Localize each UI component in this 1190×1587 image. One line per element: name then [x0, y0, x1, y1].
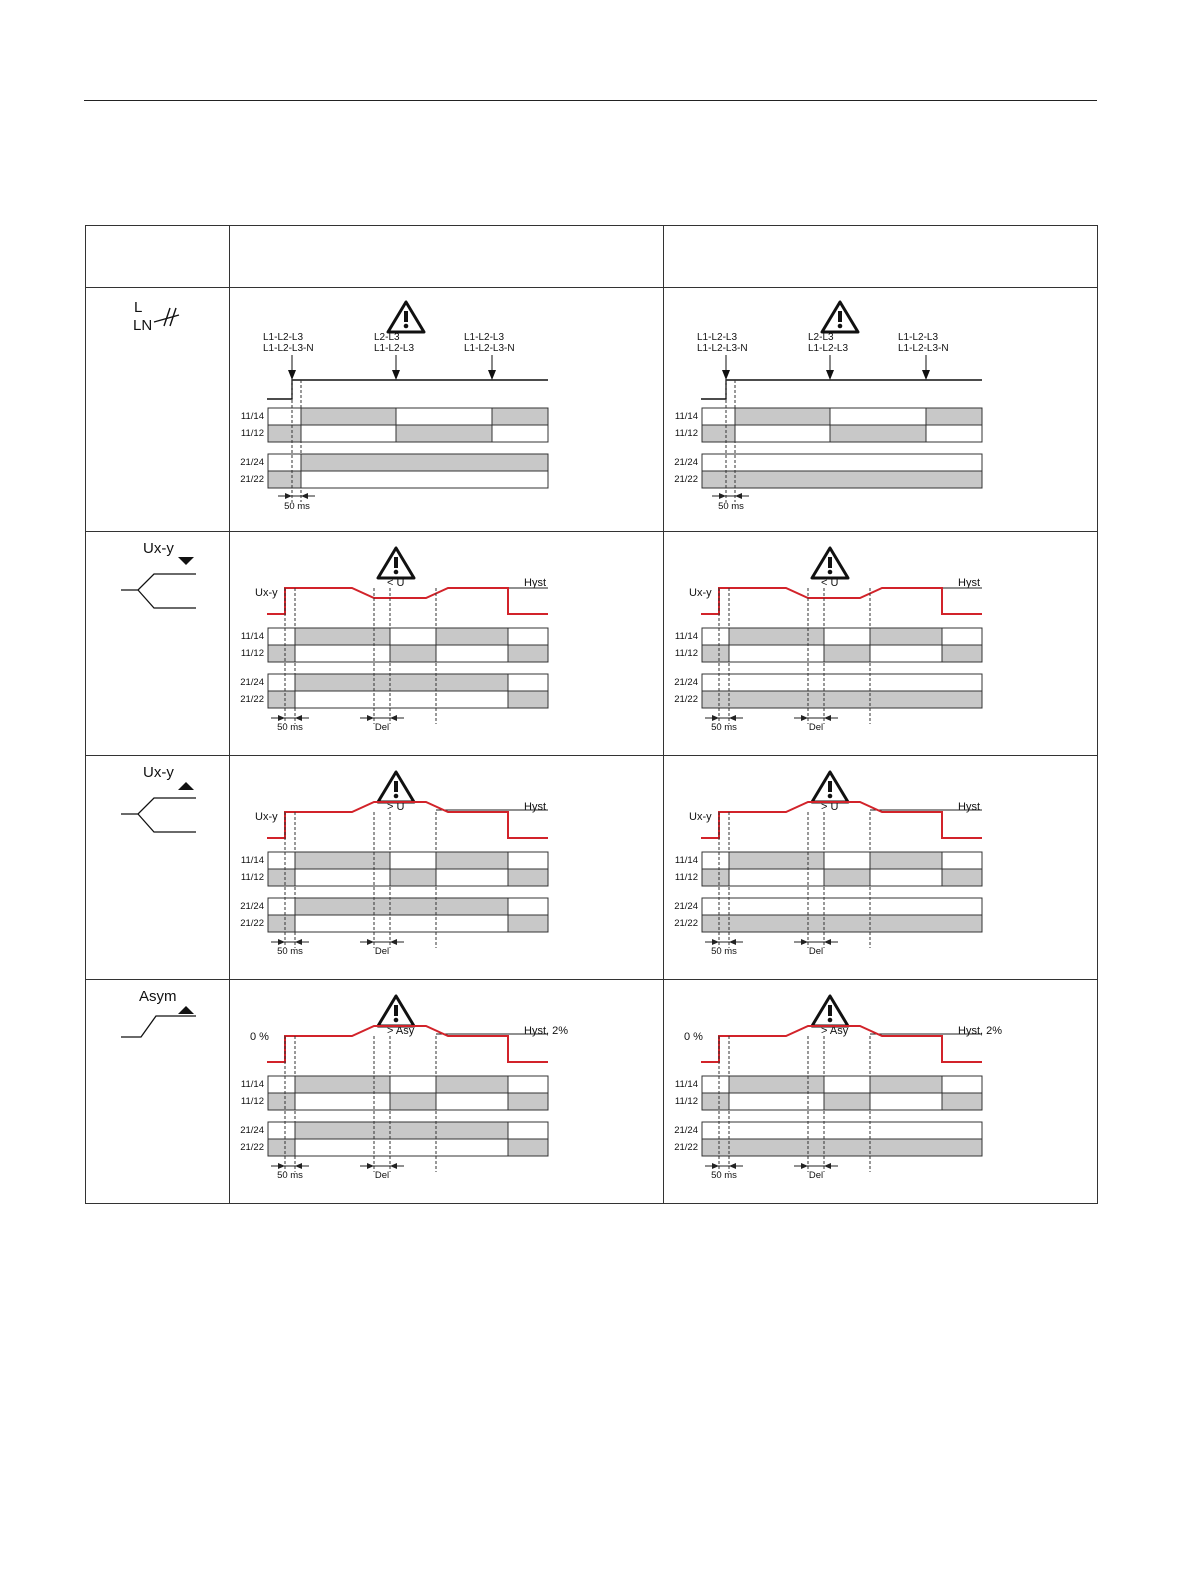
table-row — [86, 980, 1098, 1204]
fork-upper — [121, 798, 196, 814]
relay-21-22-on-segment — [702, 1139, 982, 1156]
timing-diagram — [230, 532, 664, 755]
icon-label: Asym — [139, 988, 177, 1005]
threshold-label: > U — [821, 801, 839, 813]
function-icon-cell — [86, 288, 230, 532]
relay-11-12-on-segment — [942, 1093, 982, 1110]
relay-11-12-on-segment — [268, 425, 301, 442]
relay-11-12-on-segment — [268, 645, 295, 662]
relay-11-12-on-segment — [824, 645, 870, 662]
signal-label: Ux-y — [689, 587, 712, 599]
voltage-signal — [701, 588, 982, 614]
relay-21-24-on-segment — [295, 1122, 508, 1139]
relay-11-12-on-segment — [942, 645, 982, 662]
supply-signal — [701, 380, 982, 399]
diagram-cell — [230, 532, 664, 756]
phase-label: L2-L3 — [808, 332, 834, 343]
relay-21-24 — [702, 898, 982, 915]
relay-21-22-on-segment — [702, 691, 982, 708]
header-cell-diagram-a — [230, 226, 664, 288]
relay-label: 11/14 — [674, 855, 698, 866]
signal-label: Ux-y — [255, 587, 278, 599]
phase-sequence-icon — [86, 288, 230, 531]
relay-11-12-on-segment — [508, 1093, 548, 1110]
phase-label: L1-L2-L3-N — [898, 343, 949, 354]
voltage-signal — [267, 588, 548, 614]
signal-label: Ux-y — [689, 811, 712, 823]
hyst-label: Hyst — [524, 577, 546, 589]
relay-label: 21/22 — [674, 918, 698, 929]
supply-signal — [267, 380, 548, 399]
icon-label: Ux-y — [143, 764, 174, 781]
table-row — [86, 288, 1098, 532]
relay-11-14-on-segment — [295, 628, 390, 645]
function-icon-cell — [86, 756, 230, 980]
relay-11-14-on-segment — [926, 408, 982, 425]
relay-11-14-on-segment — [870, 628, 942, 645]
relay-11-12-on-segment — [508, 645, 548, 662]
diagram-cell — [230, 288, 664, 532]
hyst-label: Hyst — [958, 577, 980, 589]
relay-21-22 — [268, 691, 548, 708]
relay-21-24-on-segment — [301, 454, 548, 471]
relay-label: 21/24 — [240, 677, 264, 688]
phase-arrow-head — [488, 370, 496, 380]
phase-label: L1-L2-L3 — [374, 343, 415, 354]
phase-label: L1-L2-L3 — [464, 332, 505, 343]
relay-11-12-on-segment — [702, 869, 729, 886]
relay-11-14-on-segment — [729, 628, 824, 645]
diagram-cell — [664, 980, 1098, 1204]
delay-label: Del — [808, 1170, 824, 1181]
relay-11-12-on-segment — [390, 1093, 436, 1110]
relay-11-12-on-segment — [830, 425, 926, 442]
timing-delay-arrow-right — [824, 1163, 831, 1169]
relay-21-22-on-segment — [702, 471, 982, 488]
timing-50ms-arrow-left — [719, 493, 726, 499]
signal-label: Ux-y — [255, 811, 278, 823]
relay-11-14-on-segment — [436, 628, 508, 645]
relay-label: 21/24 — [674, 457, 698, 468]
signal-label: 0 % — [250, 1031, 269, 1043]
relay-label: 11/12 — [240, 648, 264, 659]
relay-21-22-on-segment — [508, 915, 548, 932]
fork-upper — [121, 574, 196, 590]
relay-11-14-on-segment — [436, 1076, 508, 1093]
relay-label: 21/24 — [240, 457, 264, 468]
relay-label: 21/24 — [240, 901, 264, 912]
overvoltage-icon — [86, 756, 230, 979]
up-triangle-icon — [178, 782, 194, 790]
timing-delay-arrow-left — [801, 715, 808, 721]
relay-21-22-on-segment — [268, 1139, 295, 1156]
relay-11-14-on-segment — [301, 408, 396, 425]
warning-icon-dot — [828, 1018, 833, 1023]
warning-icon-bar — [394, 557, 398, 568]
threshold-label: < U — [821, 577, 839, 589]
warning-icon-dot — [404, 324, 409, 329]
warning-icon-bar — [404, 311, 408, 322]
warning-icon-dot — [828, 570, 833, 575]
hyst-label: Hyst — [958, 801, 980, 813]
timing-50ms-arrow-right — [729, 1163, 736, 1169]
relay-label: 11/12 — [240, 428, 264, 439]
timing-delay-arrow-left — [801, 1163, 808, 1169]
phase-arrow-head — [722, 370, 730, 380]
relay-label: 21/22 — [240, 474, 264, 485]
timing-label: 50 ms — [277, 722, 303, 733]
signal-label: 0 % — [684, 1031, 703, 1043]
not-equal-slash-1 — [164, 308, 170, 326]
relay-11-12-on-segment — [824, 869, 870, 886]
diagram-cell — [230, 980, 664, 1204]
timing-50ms-arrow-left — [278, 715, 285, 721]
relay-label: 11/12 — [674, 648, 698, 659]
warning-icon-bar — [394, 781, 398, 792]
relay-11-14-on-segment — [295, 852, 390, 869]
phase-label: L2-L3 — [374, 332, 400, 343]
relay-11-14-on-segment — [729, 852, 824, 869]
voltage-signal — [267, 802, 548, 838]
timing-50ms-arrow-right — [295, 1163, 302, 1169]
relay-21-24-on-segment — [295, 898, 508, 915]
delay-label: Del — [374, 1170, 390, 1181]
timing-50ms-arrow-right — [735, 493, 742, 499]
function-diagram-table — [85, 225, 1098, 1204]
timing-50ms-arrow-left — [712, 939, 719, 945]
relay-11-12-on-segment — [942, 869, 982, 886]
asymmetry-icon — [86, 980, 230, 1203]
timing-50ms-arrow-right — [729, 939, 736, 945]
icon-label: Ux-y — [143, 540, 174, 557]
warning-icon-bar — [828, 557, 832, 568]
relay-label: 11/14 — [674, 411, 698, 422]
timing-diagram — [664, 288, 1098, 531]
asym-curve — [121, 1016, 196, 1037]
relay-11-14-on-segment — [492, 408, 548, 425]
timing-label: 50 ms — [718, 501, 744, 512]
fork-lower — [138, 814, 196, 832]
relay-11-14-on-segment — [436, 852, 508, 869]
timing-diagram — [230, 756, 664, 979]
timing-50ms-arrow-left — [278, 1163, 285, 1169]
relay-label: 11/12 — [240, 1096, 264, 1107]
timing-50ms-arrow-right — [729, 715, 736, 721]
relay-label: 21/24 — [674, 1125, 698, 1136]
relay-11-14-on-segment — [870, 1076, 942, 1093]
hyst-label: Hyst — [524, 801, 546, 813]
down-triangle-icon — [178, 557, 194, 565]
warning-icon-bar — [838, 311, 842, 322]
timing-50ms-arrow-left — [712, 1163, 719, 1169]
phase-label: L1-L2-L3 — [898, 332, 939, 343]
relay-label: 21/22 — [674, 1142, 698, 1153]
warning-icon-dot — [828, 794, 833, 799]
phase-label: L1-L2-L3 — [263, 332, 304, 343]
warning-icon-bar — [394, 1005, 398, 1016]
top-rule — [84, 100, 1097, 101]
threshold-label: > Asy — [387, 1025, 415, 1037]
relay-21-22 — [268, 471, 548, 488]
timing-50ms-arrow-left — [285, 493, 292, 499]
timing-delay-arrow-right — [824, 715, 831, 721]
relay-11-12-on-segment — [396, 425, 492, 442]
phase-label: L1-L2-L3-N — [697, 343, 748, 354]
icon-label-l: L — [134, 299, 143, 316]
diagram-cell — [664, 288, 1098, 532]
timing-50ms-arrow-right — [295, 715, 302, 721]
phase-arrow-head — [826, 370, 834, 380]
timing-diagram — [230, 980, 664, 1203]
timing-label: 50 ms — [711, 946, 737, 957]
up-triangle-icon — [178, 1006, 194, 1014]
relay-label: 21/22 — [674, 694, 698, 705]
relay-label: 11/14 — [240, 1079, 264, 1090]
relay-11-12-on-segment — [702, 1093, 729, 1110]
warning-icon-bar — [828, 1005, 832, 1016]
phase-label: L1-L2-L3-N — [263, 343, 314, 354]
timing-delay-arrow-right — [390, 715, 397, 721]
relay-11-12-on-segment — [702, 645, 729, 662]
timing-delay-arrow-left — [367, 939, 374, 945]
timing-label: 50 ms — [284, 501, 310, 512]
table-row — [86, 532, 1098, 756]
relay-11-12-on-segment — [390, 645, 436, 662]
relay-11-12-on-segment — [824, 1093, 870, 1110]
threshold-label: < U — [387, 577, 405, 589]
timing-label: 50 ms — [277, 1170, 303, 1181]
timing-diagram — [664, 756, 1098, 979]
relay-21-22-on-segment — [508, 1139, 548, 1156]
relay-21-22-on-segment — [508, 691, 548, 708]
relay-11-12-on-segment — [508, 869, 548, 886]
timing-delay-arrow-right — [390, 939, 397, 945]
hyst-label: Hyst, 2% — [524, 1025, 569, 1037]
relay-11-14-on-segment — [735, 408, 830, 425]
timing-diagram — [230, 288, 664, 531]
timing-50ms-arrow-right — [301, 493, 308, 499]
timing-delay-arrow-left — [367, 1163, 374, 1169]
relay-21-22 — [268, 915, 548, 932]
icon-label-ln: LN — [133, 317, 153, 334]
relay-21-22-on-segment — [268, 915, 295, 932]
undervoltage-icon — [86, 532, 230, 755]
relay-label: 11/14 — [674, 631, 698, 642]
relay-label: 11/12 — [674, 1096, 698, 1107]
timing-50ms-arrow-left — [712, 715, 719, 721]
relay-label: 21/24 — [240, 1125, 264, 1136]
relay-21-24 — [702, 1122, 982, 1139]
diagram-cell — [230, 756, 664, 980]
warning-icon-bar — [828, 781, 832, 792]
threshold-label: > Asy — [821, 1025, 849, 1037]
warning-icon-dot — [394, 1018, 399, 1023]
timing-delay-arrow-right — [824, 939, 831, 945]
relay-label: 11/12 — [240, 872, 264, 883]
relay-label: 11/12 — [674, 872, 698, 883]
relay-21-22-on-segment — [268, 471, 301, 488]
threshold-label: > U — [387, 801, 405, 813]
diagram-cell — [664, 756, 1098, 980]
timing-delay-arrow-left — [367, 715, 374, 721]
phase-label: L1-L2-L3 — [697, 332, 738, 343]
voltage-signal — [701, 802, 982, 838]
phase-arrow-head — [922, 370, 930, 380]
relay-label: 21/22 — [674, 474, 698, 485]
function-icon-cell — [86, 532, 230, 756]
phase-label: L1-L2-L3-N — [464, 343, 515, 354]
relay-21-22-on-segment — [268, 691, 295, 708]
relay-11-12-on-segment — [390, 869, 436, 886]
timing-50ms-arrow-right — [295, 939, 302, 945]
delay-label: Del — [374, 946, 390, 957]
fork-lower — [138, 590, 196, 608]
function-icon-cell — [86, 980, 230, 1204]
diagram-cell — [664, 532, 1098, 756]
hyst-label: Hyst, 2% — [958, 1025, 1003, 1037]
relay-label: 21/22 — [240, 918, 264, 929]
header-cell-diagram-b — [664, 226, 1098, 288]
table-header-row — [86, 226, 1098, 288]
timing-delay-arrow-right — [390, 1163, 397, 1169]
timing-50ms-arrow-left — [278, 939, 285, 945]
header-cell-function — [86, 226, 230, 288]
timing-delay-arrow-left — [801, 939, 808, 945]
relay-21-22-on-segment — [702, 915, 982, 932]
relay-21-24-on-segment — [295, 674, 508, 691]
warning-icon-dot — [394, 794, 399, 799]
timing-label: 50 ms — [277, 946, 303, 957]
relay-21-24 — [702, 674, 982, 691]
timing-diagram — [664, 532, 1098, 755]
relay-11-12-on-segment — [268, 869, 295, 886]
table-row — [86, 756, 1098, 980]
relay-label: 21/24 — [674, 677, 698, 688]
relay-11-14-on-segment — [870, 852, 942, 869]
delay-label: Del — [374, 722, 390, 733]
warning-icon-dot — [394, 570, 399, 575]
relay-11-14-on-segment — [295, 1076, 390, 1093]
relay-11-14-on-segment — [729, 1076, 824, 1093]
timing-label: 50 ms — [711, 1170, 737, 1181]
delay-label: Del — [808, 946, 824, 957]
timing-label: 50 ms — [711, 722, 737, 733]
phase-label: L1-L2-L3 — [808, 343, 849, 354]
relay-label: 21/22 — [240, 694, 264, 705]
relay-label: 11/14 — [240, 411, 264, 422]
relay-21-24 — [702, 454, 982, 471]
relay-label: 11/12 — [674, 428, 698, 439]
warning-icon-dot — [838, 324, 843, 329]
phase-arrow-head — [288, 370, 296, 380]
timing-diagram — [664, 980, 1098, 1203]
relay-label: 11/14 — [240, 855, 264, 866]
relay-21-22 — [268, 1139, 548, 1156]
relay-label: 11/14 — [240, 631, 264, 642]
relay-label: 21/22 — [240, 1142, 264, 1153]
relay-11-12-on-segment — [268, 1093, 295, 1110]
delay-label: Del — [808, 722, 824, 733]
phase-arrow-head — [392, 370, 400, 380]
relay-label: 11/14 — [674, 1079, 698, 1090]
relay-label: 21/24 — [674, 901, 698, 912]
relay-11-12-on-segment — [702, 425, 735, 442]
